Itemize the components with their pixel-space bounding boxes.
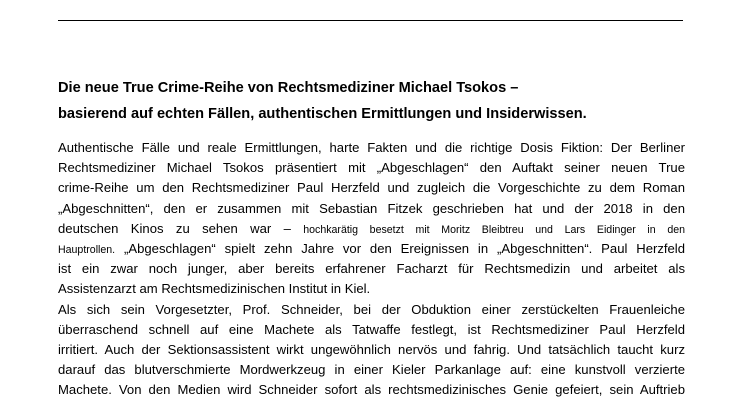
body-text xyxy=(58,138,685,400)
paragraph-2-line-1: Als sich sein Vorgesetzter, Prof. Schneider, bei der Obduktion einer zerstückelten Frauenleiche xyxy=(58,301,685,317)
top-divider xyxy=(58,20,683,21)
paragraph-2-line-3: irritiert. Auch der Sektionsassistent wirkt ungewöhnlich nervös und fahrig. Und tatsächlich taucht kurz xyxy=(58,341,685,357)
paragraph-1-line-3: crime-Reihe um den Rechtsmediziner Paul Herzfeld und zugleich die Vorgeschichte zu dem Roman xyxy=(58,180,685,196)
paragraph-1-line-5 xyxy=(58,219,685,239)
paragraph-2-line-2: überraschend schnell auf eine Machete als Tatwaffe festlegt, ist Rechtsmediziner Paul Herzfeld xyxy=(58,321,685,337)
headline-line-1: Die neue True Crime-Reihe von Rechtsmediziner Michael Tsokos – xyxy=(58,80,519,96)
paragraph-1-line-4: „Abgeschnitten“, den er zusammen mit Sebastian Fitzek geschrieben hat und der 2018 in den xyxy=(58,200,685,216)
paragraph-1-line-2: Rechtsmediziner Michael Tsokos präsentiert mit „Abgeschlagen“ den Auftakt seiner neuen True xyxy=(58,160,685,176)
headline xyxy=(58,75,698,127)
paragraph-1-line-7: ist ein zwar noch junger, aber bereits erfahrener Facharzt für Rechtsmedizin und arbeitet als xyxy=(58,261,685,277)
paragraph-1-line-1: Authentische Fälle und reale Ermittlungen, harte Fakten und die richtige Dosis Fiktion: Der Berliner xyxy=(58,140,685,155)
line-6-small-text: Hauptrollen. xyxy=(58,243,116,256)
line-6-main-text: „Abgeschlagen“ spielt zehn Jahre vor den Ereignissen in „Abgeschnitten“. Paul Herzfeld xyxy=(124,240,686,256)
paragraph-1-line-6 xyxy=(58,239,685,259)
paragraph-2-line-4: darauf das blutverschmierte Mordwerkzeug in einer Kieler Parkanlage auf: eine kunstvoll verzierte xyxy=(58,362,685,378)
paragraph-1-line-8: Assistenzarzt am Rechtsmedizinischen Institut in Kiel. xyxy=(58,281,371,297)
paragraph-2-line-5: Machete. Von den Medien wird Schneider sofort als rechtsmedizinisches Genie gefeiert, sein Auftrieb xyxy=(58,382,685,398)
line-5-main-text: deutschen Kinos zu sehen war – xyxy=(58,220,291,236)
headline-line-2: basierend auf echten Fällen, authentischen Ermittlungen und Insiderwissen. xyxy=(58,106,587,122)
line-5-small-text: hochkarätig besetzt mit Moritz Bleibtreu und Lars Eidinger in den xyxy=(303,223,686,236)
